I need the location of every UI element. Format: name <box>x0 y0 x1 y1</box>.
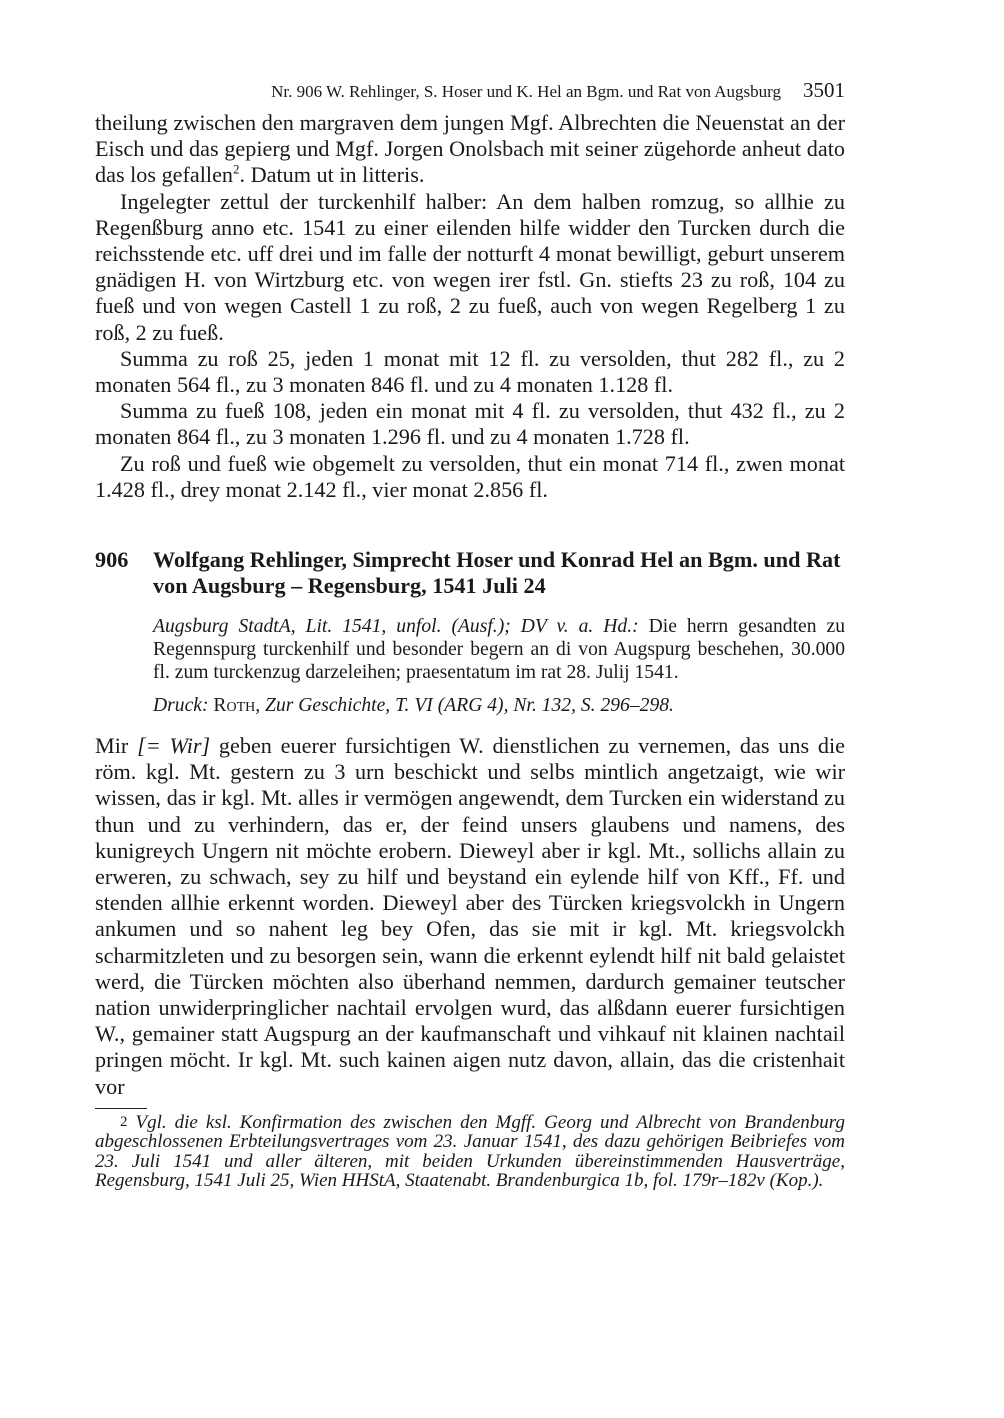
document-page <box>95 78 845 1191</box>
paragraph <box>95 733 845 1100</box>
source-note <box>153 615 845 684</box>
source-apparatus <box>153 615 845 717</box>
entry-title: Wolfgang Rehlinger, Simprecht Hoser und Konrad Hel an Bgm. und Rat von Augsburg – Regensburg, 1541 Juli 24 <box>153 547 841 599</box>
footnote-text: Vgl. die ksl. Konfirmation des zwischen den Mgff. Georg und Albrecht von Brandenburg abgeschlossenen Erbteilungsvertrages vom 23. Januar 1541, des dazu gehörigen Beibriefes vom 23. Juli 1541 und aller älteren, mit beiden Urkunden übereinstimmenden Hausverträge, Regensburg, 1541 Juli 25, Wien HHStA, Staatenabt. Brandenburgica 1b, fol. 179r–182v (Kop.). <box>95 1111 845 1192</box>
paragraph: Summa zu fueß 108, jeden ein monat mit 4 fl. zu versolden, thut 432 fl., zu 2 monaten 864 fl., zu 3 monaten 1.296 fl. und zu 4 monaten 1.728 fl. <box>95 398 845 450</box>
paragraph-text: Mir <box>95 733 138 759</box>
source-archive: Augsburg StadtA, Lit. 1541, unfol. (Ausf.); DV v. a. Hd.: <box>153 616 639 638</box>
page-number: 3501 <box>803 78 845 102</box>
paragraph-text: theilung zwischen den margraven dem jungen Mgf. Albrechten die Neuenstat an der Eisch und das gepierg und Mgf. Jorgen Onolsbach mit seiner zügehorde anheut dato das los gefallen <box>95 110 845 188</box>
footnote-number: 2 <box>120 1113 128 1130</box>
entry-heading <box>95 547 845 599</box>
editorial-note: [= Wir] <box>137 733 211 759</box>
entry-number: 906 <box>95 547 129 573</box>
paragraph <box>95 110 845 189</box>
print-reference <box>153 694 845 717</box>
print-details: , Zur Geschichte, T. VI (ARG 4), Nr. 132, S. 296–298. <box>255 695 674 717</box>
paragraph-text: . Datum ut in litteris. <box>239 162 425 188</box>
running-head <box>95 78 845 110</box>
footnote-divider <box>95 1108 147 1109</box>
source-dorsal: Die herrn gesandten zu Regennspurg turckenhilf und besonder begern an di von Augspurg beschehen, 30.000 fl. zum turckenzug darzeleihen; praesentatum im rat 28. Julij 1541. <box>153 616 845 684</box>
paragraph: Zu roß und fueß wie obgemelt zu versolden, thut ein monat 714 fl., zwen monat 1.428 fl., drey monat 2.142 fl., vier monat 2.856 fl. <box>95 450 845 502</box>
footnote-ref: 2 <box>233 162 240 178</box>
footnote <box>95 1113 845 1191</box>
print-author: Roth <box>213 695 256 717</box>
paragraph: Ingelegter zettul der turckenhilf halber: An dem halben romzug, so allhie zu Regenßburg anno etc. 1541 zu einer eilenden hilfe widder den Turcken durch die reichsstende etc. uff drei und im falle der notturft 4 monat bewilligt, geburt unserem gnädigen H. von Wirtzburg etc. von wegen irer fstl. Gn. stiefts 23 zu roß, 104 zu fueß und von wegen Castell 1 zu roß, 2 zu fueß, auch von wegen Regelberg 1 zu roß, 2 zu fueß. <box>95 188 845 345</box>
running-head-title: Nr. 906 W. Rehlinger, S. Hoser und K. Hel an Bgm. und Rat von Augsburg <box>271 82 781 101</box>
paragraph: Summa zu roß 25, jeden 1 monat mit 12 fl. zu versolden, thut 282 fl., zu 2 monaten 564 fl., zu 3 monaten 846 fl. und zu 4 monaten 1.128 fl. <box>95 345 845 398</box>
letter-text <box>95 733 845 1100</box>
paragraph-text: geben euerer fursichtigen W. dienstlichen zu vernemen, das uns die röm. kgl. Mt. gestern zu 3 urn beschickt und selbs mintlich angetzaigt, wie wir wissen, das ir kgl. Mt. alles ir vermögen angewendt, dem Turcken ein widerstand zu thun und zu verhindern, das er, der feind unsers glaubens und namens, des kunigreych Ungern nit möchte erobern. Dieweyl aber ir kgl. Mt., sollichs allain zu erweren, zu schwach, sey zu hilf und beystand ein eylende hilf von Kff., Ff. und stenden allhie erkennt worden. Dieweyl aber des Türcken kriegsvolckh in Ungern ankumen und so nahent leg bey Ofen, das sie mit ir kgl. Mt. kriegsvolckh scharmitzleten und zu besorgen sein, wann die erkennt eylendt hilf nit bald gelaistet werd, die Türcken möchten also überhand nemmen, dardurch gemainer teutscher nation unwiderpringlicher nachtail ervolgen wurd, das alßdann euerer fursichtigen W., gemainer statt Augspurg an der kaufmanschaft und vihkauf nit klainen nachtail pringen möcht. Ir kgl. Mt. such kainen aigen nutz davon, allain, das die cristenhait vor <box>95 733 845 1099</box>
continuation-text <box>95 110 845 503</box>
print-label: Druck: <box>153 695 209 717</box>
